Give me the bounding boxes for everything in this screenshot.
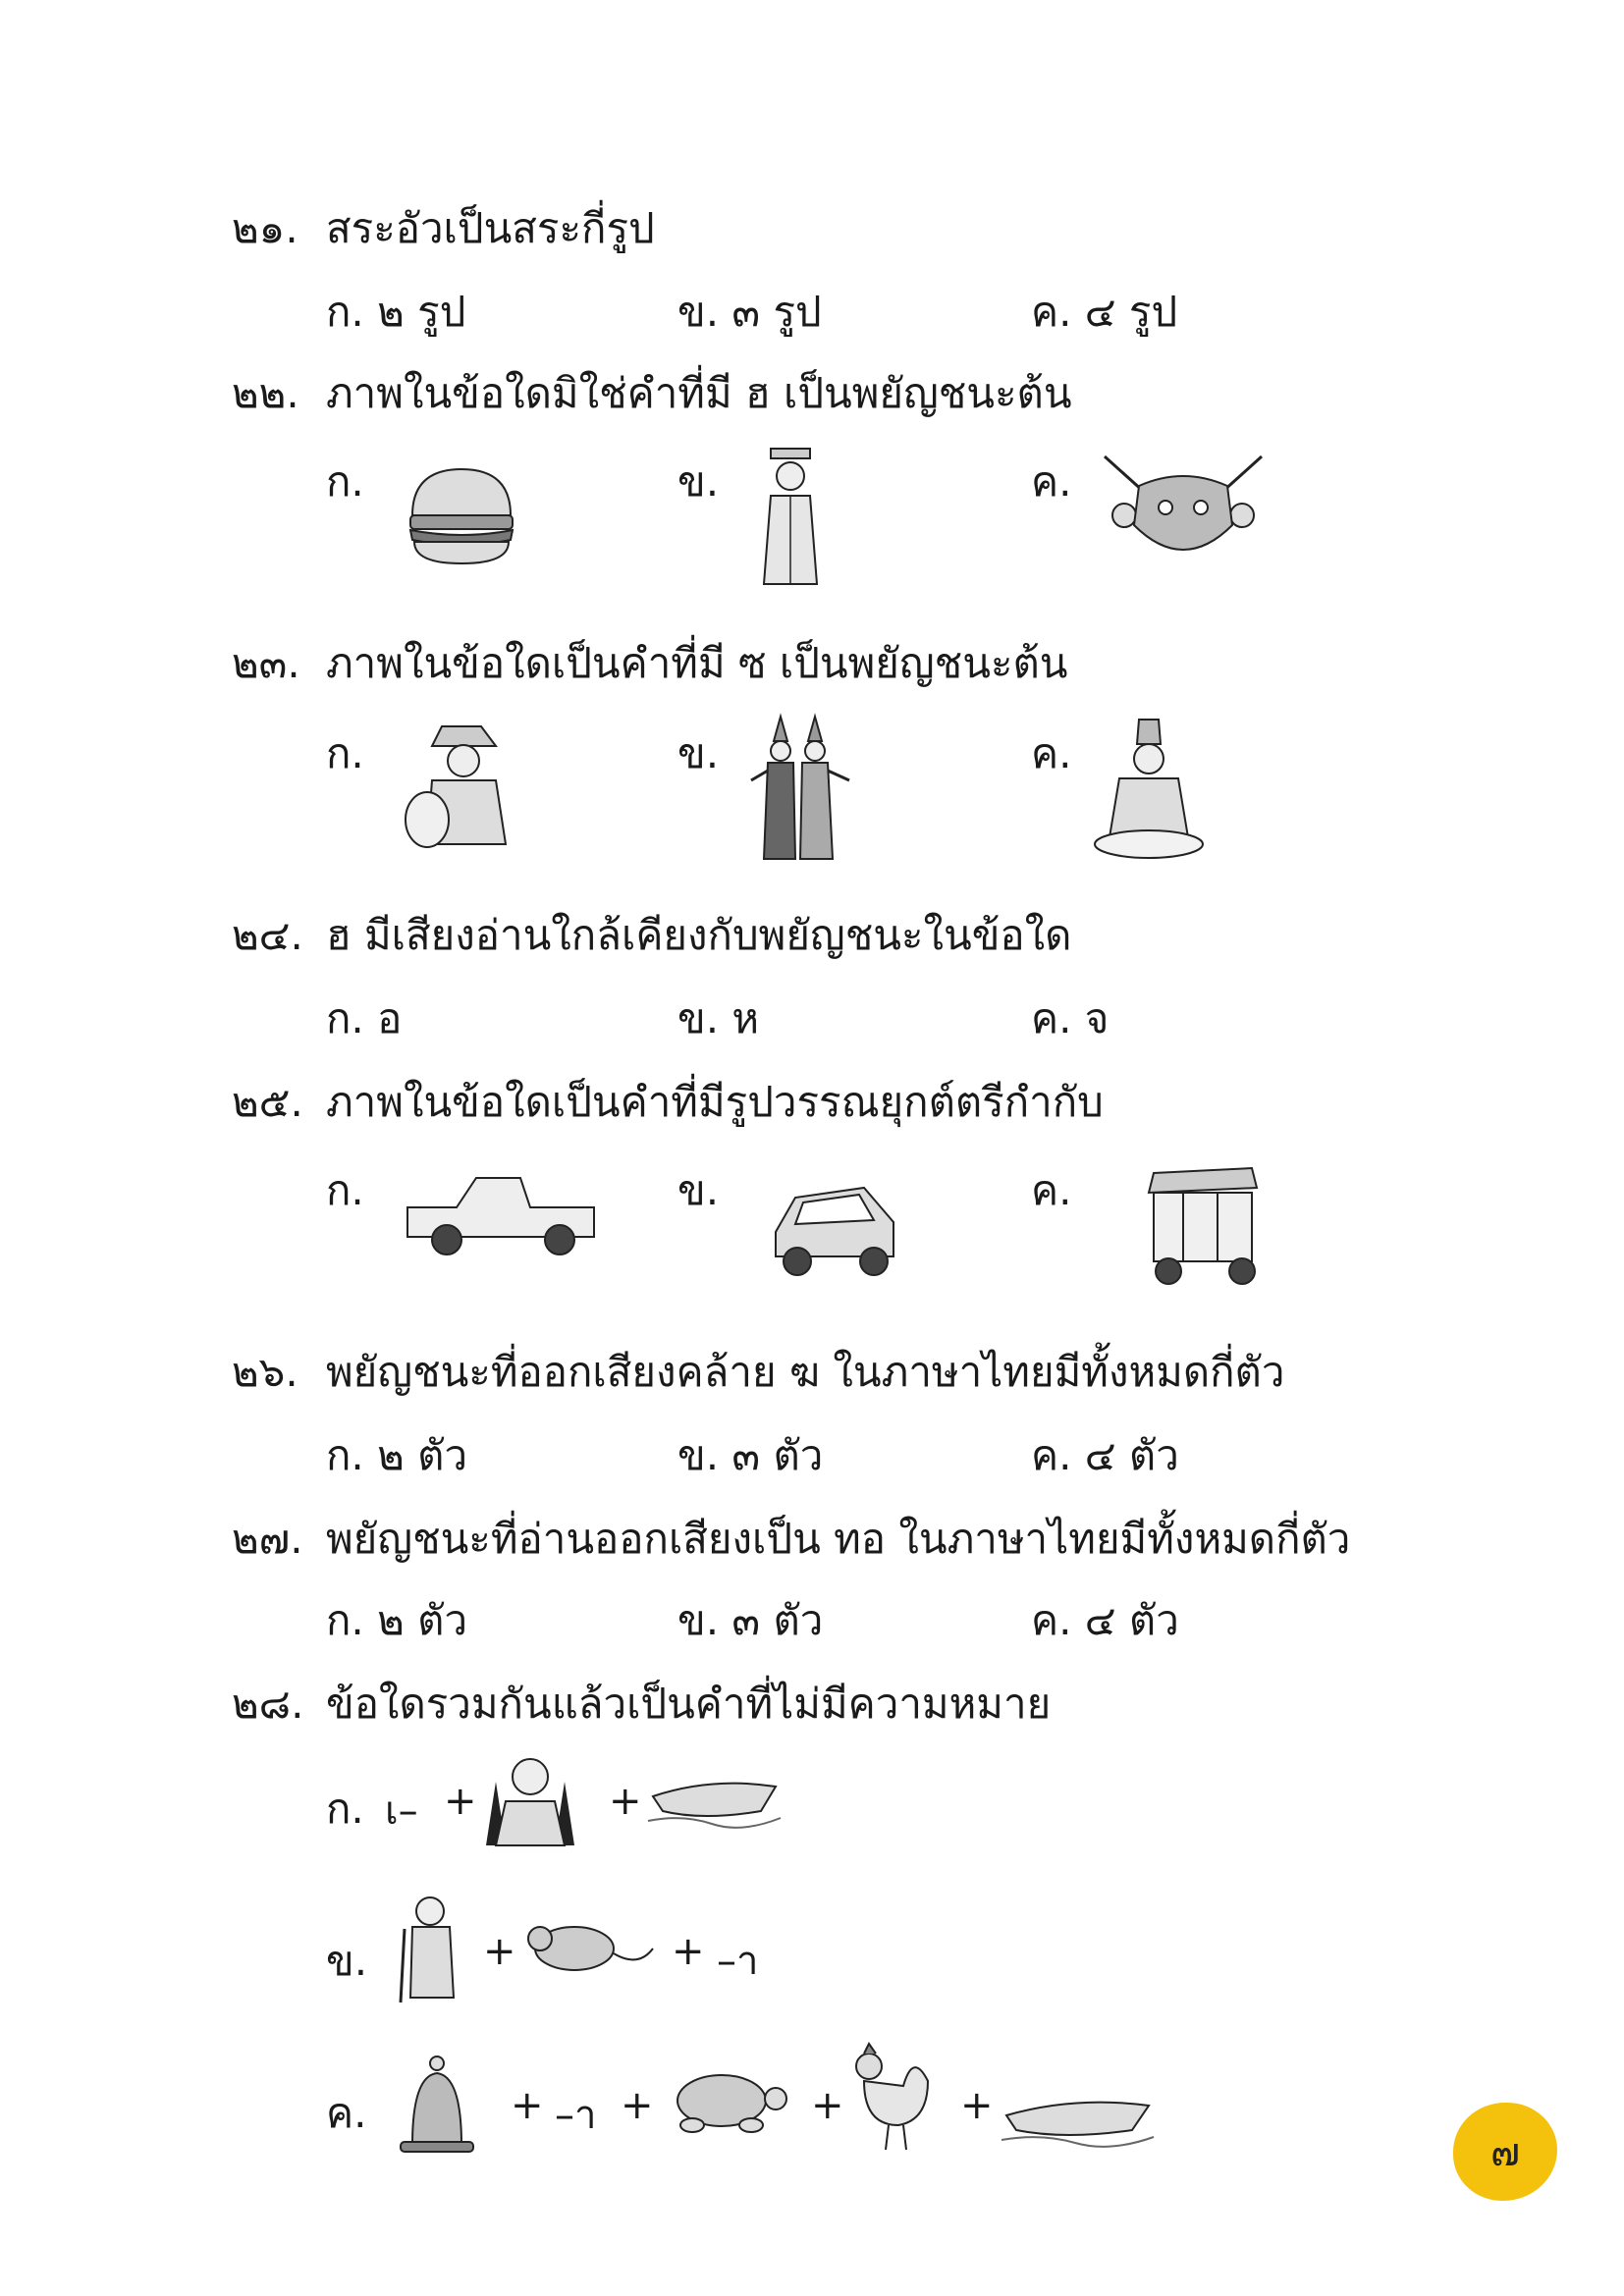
- option-a: ก.: [326, 457, 364, 506]
- question-27: [232, 1507, 1350, 1572]
- question-text: พยัญชนะที่ออกเสียงคล้าย ฆ ในภาษาไทยมีทั้งหมดกี่ตัว: [326, 1348, 1285, 1396]
- hermit-sage-image: [1090, 715, 1208, 862]
- option-c: ค. ๔ รูป: [1031, 288, 1178, 336]
- option-c: ค.: [1031, 1166, 1072, 1214]
- question-text: ฮ มีเสียงอ่านใกล้เคียงกับพยัญชนะในข้อใด: [326, 911, 1072, 959]
- question-number: ๒๗.: [232, 1515, 303, 1563]
- santa-claus-image: [403, 717, 530, 859]
- question-number: ๒๘.: [232, 1680, 304, 1728]
- chinese-official-image: [756, 447, 825, 594]
- question-28: [232, 1672, 1051, 1736]
- question-24: [232, 903, 1071, 968]
- old-man-image: [393, 1890, 471, 2007]
- vowel-aa: –า: [717, 1939, 759, 1984]
- option-b: ข. ๓ ตัว: [677, 1431, 824, 1479]
- plus-sign: +: [609, 1779, 642, 1824]
- question-number: ๒๒.: [232, 369, 299, 417]
- plus-sign: +: [811, 2083, 844, 2128]
- boat-image: [997, 2086, 1159, 2155]
- page-number-badge: [1453, 2103, 1557, 2201]
- question-21: [232, 196, 655, 261]
- option-c: ค. ๔ ตัว: [1031, 1431, 1179, 1479]
- question-23: [232, 631, 1067, 696]
- option-c: ค.: [326, 2089, 367, 2137]
- option-b: ข.: [677, 457, 720, 506]
- demon-mask-image: [1095, 447, 1272, 569]
- option-b: ข.: [677, 729, 720, 777]
- question-text: พยัญชนะที่อ่านออกเสียงเป็น ทอ ในภาษาไทยมีทั้งหมดกี่ตัว: [326, 1515, 1351, 1563]
- plus-sign: +: [960, 2083, 994, 2128]
- pickup-truck-image: [403, 1163, 599, 1261]
- novice-monk-image: [481, 1742, 579, 1850]
- option-b: ข. ๓ รูป: [677, 288, 822, 336]
- option-b: ข.: [326, 1937, 368, 1985]
- plus-sign: +: [672, 1929, 705, 1974]
- page-number: ๗: [1489, 2130, 1521, 2175]
- option-b: ข.: [677, 1166, 720, 1214]
- question-text: ภาพในข้อใดเป็นคำที่มี ซ เป็นพยัญชนะต้น: [326, 639, 1068, 687]
- plus-sign: +: [483, 1929, 516, 1974]
- question-26: [232, 1340, 1284, 1405]
- sedan-car-image: [766, 1163, 903, 1286]
- option-a: ก. ๒ ตัว: [326, 1431, 468, 1479]
- vowel-e: เ–: [385, 1789, 418, 1834]
- question-text: สระอัวเป็นสระกี่รูป: [326, 204, 655, 252]
- option-a: ก. ๒ รูป: [326, 288, 466, 336]
- option-a: ก. ๒ ตัว: [326, 1596, 468, 1644]
- rat-image: [520, 1909, 658, 1988]
- question-25: [232, 1070, 1104, 1135]
- hamburger-image: [403, 461, 520, 569]
- option-c: ค. ๔ ตัว: [1031, 1596, 1179, 1644]
- option-a: ก. อ: [326, 994, 403, 1042]
- thai-dancers-image: [746, 712, 854, 864]
- turtle-image: [653, 2061, 790, 2140]
- option-c: ค. จ: [1031, 994, 1110, 1042]
- question-text: ข้อใดรวมกันแล้วเป็นคำที่ไม่มีความหมาย: [326, 1680, 1052, 1728]
- vowel-aa: –า: [555, 2093, 597, 2138]
- option-a: ก.: [326, 729, 364, 777]
- option-a: ก.: [326, 1166, 364, 1214]
- boat-image: [643, 1767, 785, 1836]
- rooster-image: [844, 2042, 938, 2155]
- question-22: [232, 361, 1072, 426]
- question-number: ๒๖.: [232, 1348, 298, 1396]
- plus-sign: +: [621, 2083, 654, 2128]
- option-c: ค.: [1031, 729, 1072, 777]
- bell-image: [393, 2052, 481, 2160]
- option-a: ก.: [326, 1785, 364, 1833]
- option-b: ข. ห: [677, 994, 760, 1042]
- question-text: ภาพในข้อใดเป็นคำที่มีรูปวรรณยุกต์ตรีกำกับ: [326, 1078, 1104, 1126]
- question-text: ภาพในข้อใดมิใช่คำที่มี ฮ เป็นพยัญชนะต้น: [326, 369, 1072, 417]
- option-c: ค.: [1031, 457, 1072, 506]
- question-number: ๒๑.: [232, 204, 298, 252]
- question-number: ๒๕.: [232, 1078, 303, 1126]
- plus-sign: +: [444, 1779, 477, 1824]
- question-number: ๒๓.: [232, 639, 300, 687]
- plus-sign: +: [511, 2083, 544, 2128]
- tuk-tuk-image: [1139, 1158, 1267, 1291]
- question-number: ๒๔.: [232, 911, 303, 959]
- option-b: ข. ๓ ตัว: [677, 1596, 824, 1644]
